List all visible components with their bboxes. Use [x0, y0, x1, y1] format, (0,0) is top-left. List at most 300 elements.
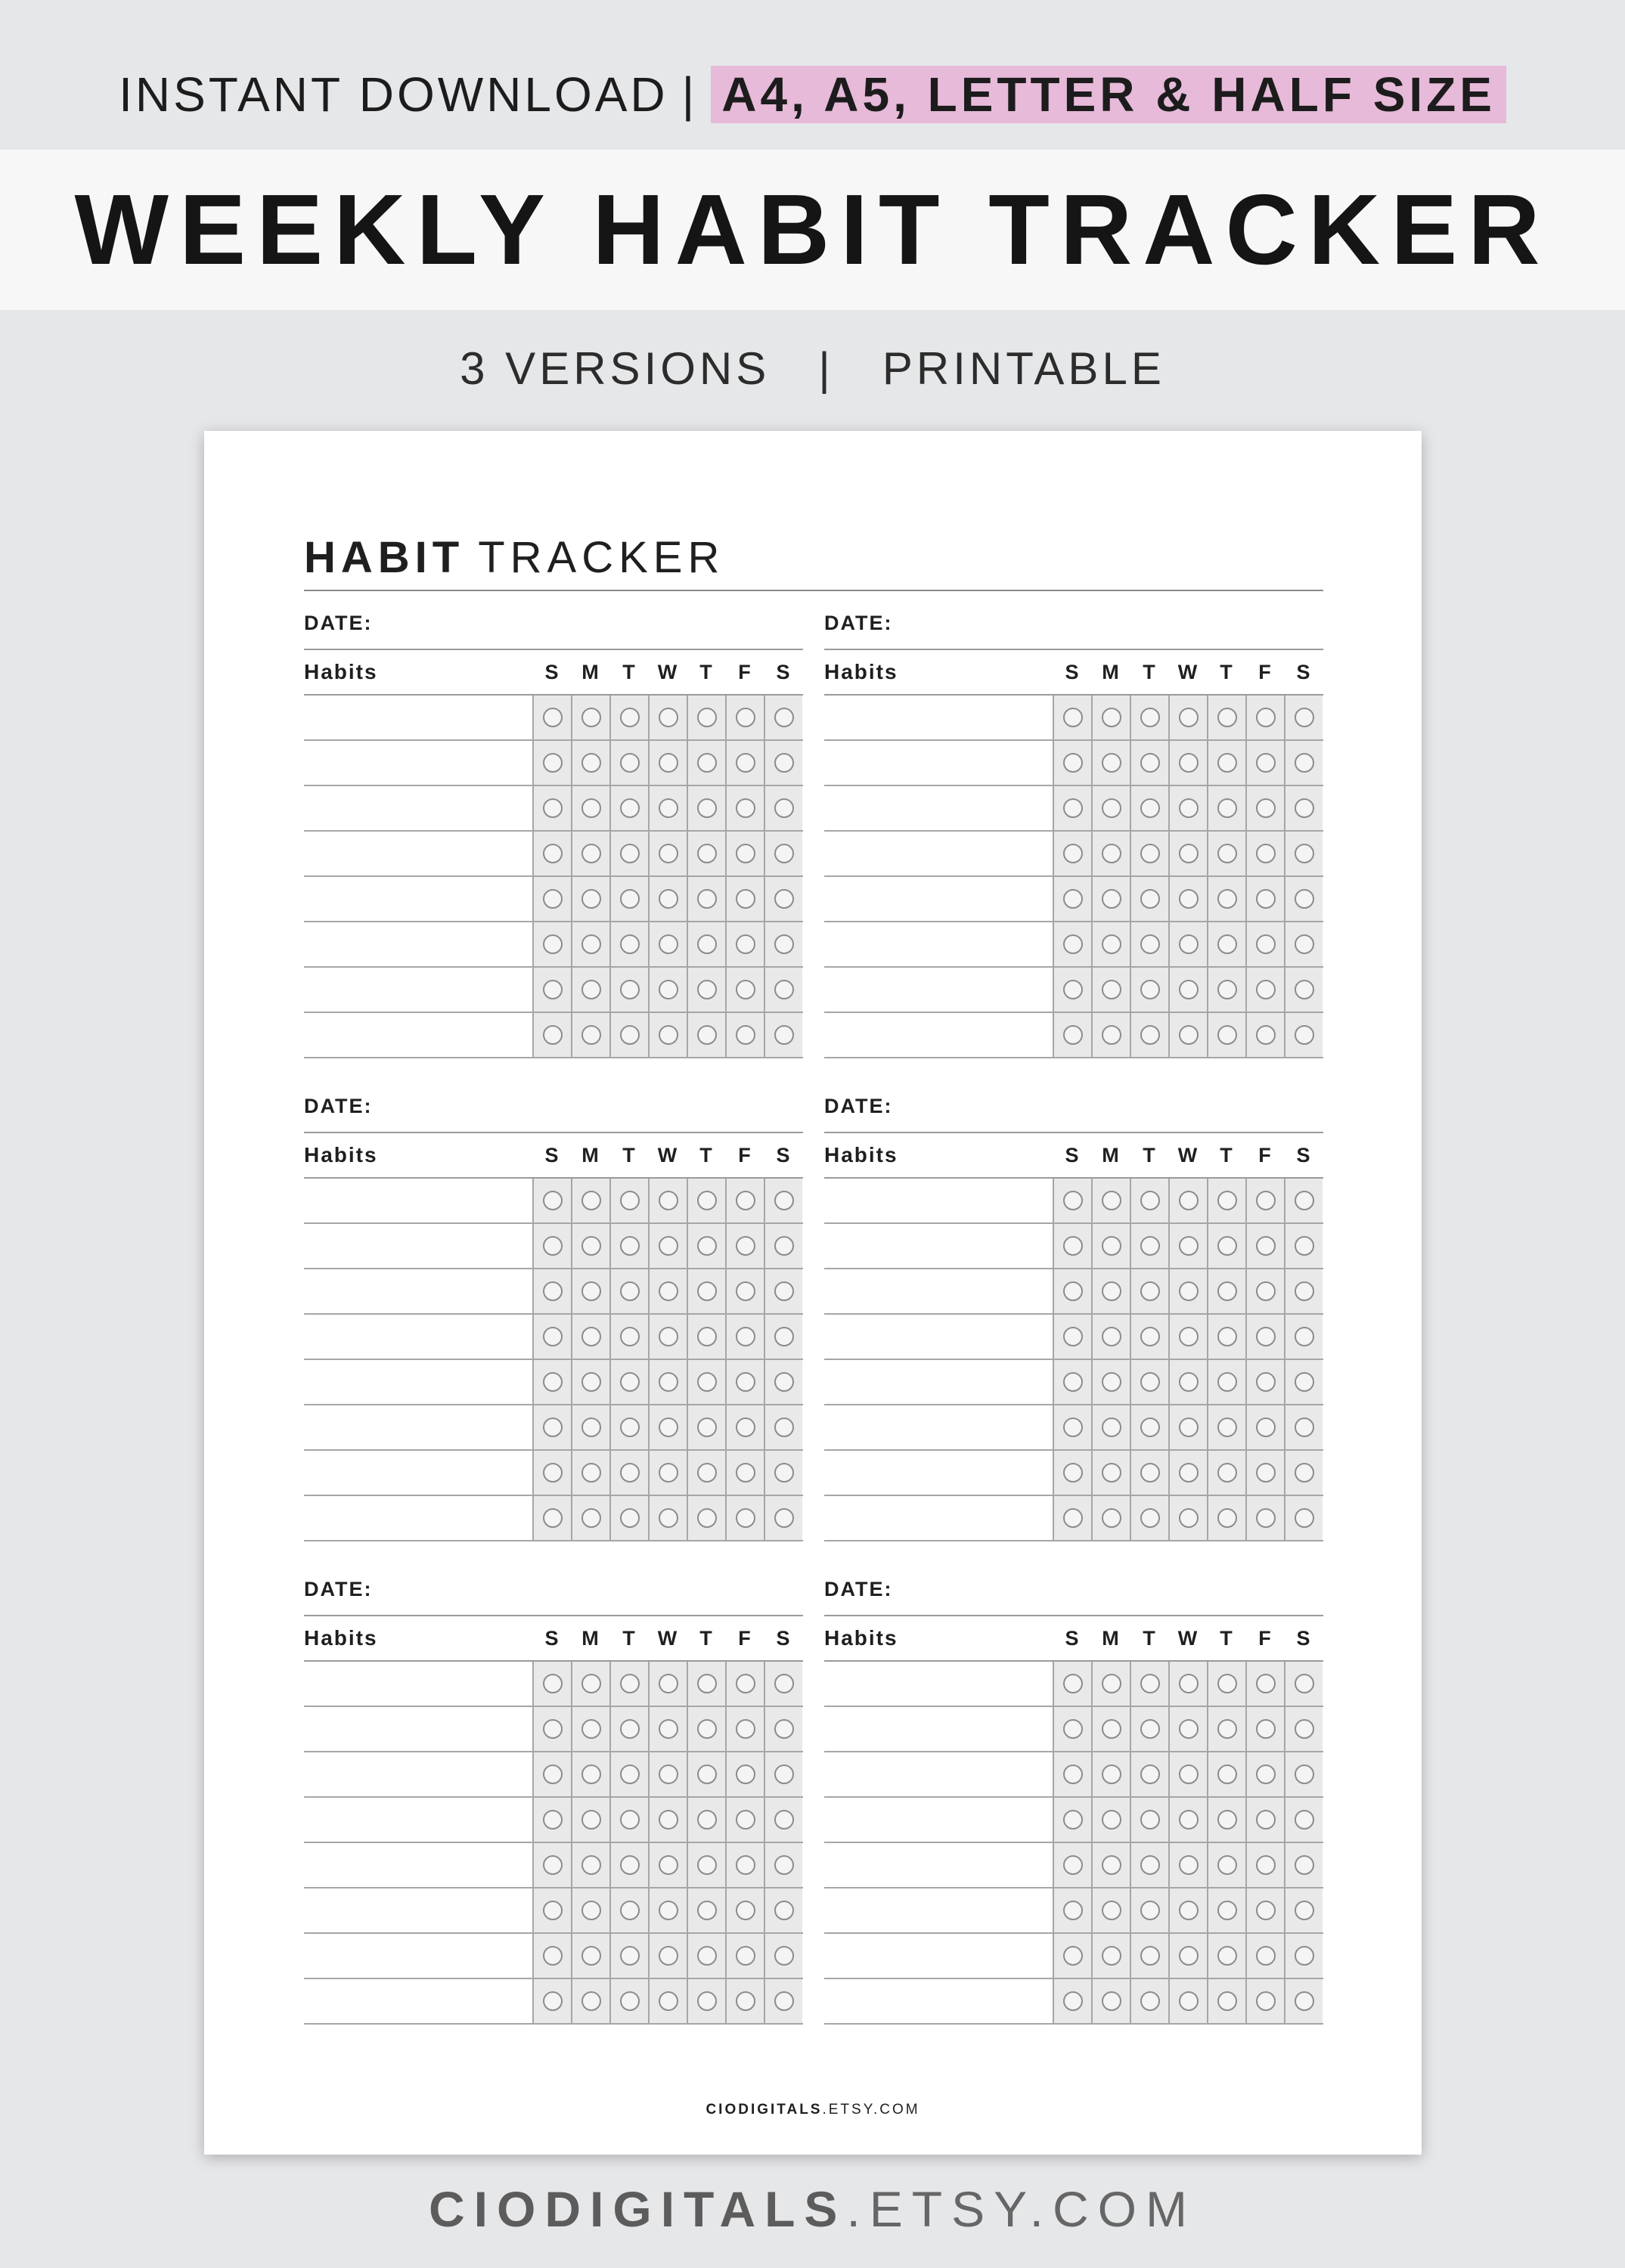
day-check-cell	[764, 832, 802, 875]
checkbox-circle-icon	[1256, 1327, 1276, 1346]
checkbox-circle-icon	[1217, 1901, 1237, 1920]
checkbox-circle-icon	[697, 1855, 717, 1875]
habit-name-cell	[304, 1360, 532, 1404]
checkbox-circle-icon	[543, 1674, 563, 1693]
habit-row	[304, 786, 803, 832]
checkbox-circle-icon	[620, 1463, 640, 1483]
day-check-cell	[1284, 1315, 1323, 1359]
day-column-header: S	[1296, 1143, 1310, 1167]
checkbox-circle-icon	[774, 1855, 794, 1875]
day-check-cell	[648, 832, 687, 875]
day-check-cell	[1284, 832, 1323, 875]
habits-column-header: Habits	[304, 1143, 378, 1167]
day-column-header: T	[1220, 1626, 1233, 1650]
checkbox-circle-icon	[1179, 1855, 1199, 1875]
checkbox-circle-icon	[1256, 1901, 1276, 1920]
checkbox-circle-icon	[1217, 1810, 1237, 1830]
day-column-header: T	[1220, 660, 1233, 683]
day-check-cell	[1168, 1360, 1207, 1404]
checkbox-circle-icon	[1102, 1946, 1121, 1966]
checkbox-circle-icon	[1256, 980, 1276, 999]
habit-row	[824, 696, 1323, 741]
checkbox-circle-icon	[1140, 1372, 1160, 1392]
day-check-cell	[532, 1405, 571, 1449]
checkbox-circle-icon	[736, 1463, 755, 1483]
printable-text: PRINTABLE	[882, 343, 1165, 394]
day-check-cell	[609, 1405, 648, 1449]
checkbox-circle-icon	[1102, 1810, 1121, 1830]
day-check-cell	[1130, 1224, 1168, 1268]
habit-row	[304, 1269, 803, 1315]
checkbox-circle-icon	[774, 1327, 794, 1346]
checkbox-circle-icon	[1102, 798, 1121, 818]
checkbox-circle-icon	[736, 980, 755, 999]
checkbox-circle-icon	[1295, 1327, 1314, 1346]
checkbox-circle-icon	[1179, 1418, 1199, 1437]
day-check-cell	[687, 1405, 725, 1449]
day-check-cell	[1053, 1360, 1091, 1404]
habit-row	[304, 741, 803, 786]
day-check-cell	[1207, 922, 1245, 966]
day-check-cell	[609, 922, 648, 966]
day-column-header: S	[776, 1626, 790, 1650]
checkbox-circle-icon	[543, 1508, 563, 1528]
checkbox-circle-icon	[1179, 1372, 1199, 1392]
day-check-cell	[1207, 1451, 1245, 1495]
checkbox-circle-icon	[1140, 934, 1160, 954]
day-check-cell	[687, 1662, 725, 1706]
checkbox-circle-icon	[736, 1674, 755, 1693]
checkbox-circle-icon	[659, 1327, 678, 1346]
subtitle-separator: |	[818, 343, 834, 394]
day-check-cell	[764, 1179, 802, 1222]
checkbox-circle-icon	[1140, 1810, 1160, 1830]
day-check-cell	[532, 1752, 571, 1796]
day-check-cell	[532, 1179, 571, 1222]
habit-name-cell	[304, 1269, 532, 1313]
day-check-cell	[1207, 968, 1245, 1012]
day-check-cell	[609, 1888, 648, 1932]
checkbox-circle-icon	[1179, 1946, 1199, 1966]
checkbox-circle-icon	[736, 934, 755, 954]
checkbox-circle-icon	[1063, 1946, 1083, 1966]
habit-row	[304, 1451, 803, 1496]
day-check-cell	[571, 1707, 609, 1751]
day-check-cell	[1245, 1405, 1284, 1449]
day-check-cell	[648, 922, 687, 966]
checkbox-circle-icon	[620, 1674, 640, 1693]
day-check-cell	[532, 1496, 571, 1540]
day-check-cell	[687, 1451, 725, 1495]
day-check-cell	[1207, 1888, 1245, 1932]
day-check-cell	[1284, 1405, 1323, 1449]
checkbox-circle-icon	[1295, 1025, 1314, 1045]
checkbox-circle-icon	[1102, 1463, 1121, 1483]
day-check-cell	[1053, 1496, 1091, 1540]
day-check-cell	[609, 1798, 648, 1842]
habit-name-cell	[824, 741, 1053, 785]
day-check-cell	[1207, 1405, 1245, 1449]
day-check-cell	[725, 1979, 764, 2023]
habit-row	[304, 1707, 803, 1752]
day-check-cell	[1207, 1360, 1245, 1404]
day-check-cell	[1053, 696, 1091, 739]
checkbox-circle-icon	[581, 1901, 601, 1920]
day-check-cell	[1284, 1843, 1323, 1887]
checkbox-circle-icon	[581, 934, 601, 954]
checkbox-circle-icon	[736, 1991, 755, 2011]
day-column-header: F	[738, 1143, 751, 1167]
checkbox-circle-icon	[1063, 1191, 1083, 1210]
day-check-cell	[1053, 1013, 1091, 1057]
checkbox-circle-icon	[697, 1025, 717, 1045]
habit-name-cell	[824, 1843, 1053, 1887]
day-check-cell	[609, 1013, 648, 1057]
checkbox-circle-icon	[736, 1236, 755, 1256]
day-column-header: T	[622, 660, 635, 683]
habit-row	[824, 741, 1323, 786]
day-check-cell	[1284, 1179, 1323, 1222]
checkbox-circle-icon	[774, 708, 794, 727]
checkbox-circle-icon	[697, 1674, 717, 1693]
day-check-cell	[532, 1843, 571, 1887]
habit-name-cell	[304, 1752, 532, 1796]
day-check-cell	[1130, 1451, 1168, 1495]
day-check-cell	[764, 1315, 802, 1359]
checkbox-circle-icon	[736, 1855, 755, 1875]
checkbox-circle-icon	[1063, 934, 1083, 954]
sheet-footer	[204, 2102, 1422, 2118]
day-check-cell	[1207, 1013, 1245, 1057]
day-check-cell	[1091, 1934, 1130, 1978]
checkbox-circle-icon	[1102, 1508, 1121, 1528]
day-check-cell	[1284, 1979, 1323, 2023]
day-check-cell	[571, 741, 609, 785]
checkbox-circle-icon	[774, 1991, 794, 2011]
day-check-cell	[1130, 1315, 1168, 1359]
checkbox-circle-icon	[1063, 1765, 1083, 1784]
checkbox-circle-icon	[1063, 753, 1083, 773]
day-check-cell	[725, 786, 764, 830]
habit-name-cell	[304, 1979, 532, 2023]
checkbox-circle-icon	[1217, 980, 1237, 999]
habit-row	[304, 696, 803, 741]
habit-row	[304, 1315, 803, 1360]
habit-name-cell	[824, 922, 1053, 966]
checkbox-circle-icon	[581, 980, 601, 999]
habit-name-cell	[304, 1496, 532, 1540]
checkbox-circle-icon	[697, 1327, 717, 1346]
date-label: DATE:	[304, 605, 803, 650]
day-check-cell	[1168, 786, 1207, 830]
checkbox-circle-icon	[1102, 1765, 1121, 1784]
day-check-cell	[764, 1405, 802, 1449]
checkbox-circle-icon	[1217, 753, 1237, 773]
day-check-cell	[1130, 1360, 1168, 1404]
day-check-cell	[1168, 1315, 1207, 1359]
day-check-cell	[1168, 1269, 1207, 1313]
checkbox-circle-icon	[1140, 1719, 1160, 1739]
checkbox-circle-icon	[1140, 753, 1160, 773]
day-check-cell	[1284, 741, 1323, 785]
habit-name-cell	[824, 1451, 1053, 1495]
day-column-header: F	[738, 660, 751, 683]
day-check-cell	[725, 696, 764, 739]
habit-row	[304, 1798, 803, 1843]
habit-name-cell	[304, 832, 532, 875]
checkbox-circle-icon	[697, 1719, 717, 1739]
checkbox-circle-icon	[1295, 1901, 1314, 1920]
day-check-cell	[1053, 1315, 1091, 1359]
habit-row	[304, 922, 803, 968]
day-check-cell	[571, 1979, 609, 2023]
checkbox-circle-icon	[543, 1946, 563, 1966]
day-check-cell	[1053, 1269, 1091, 1313]
checkbox-circle-icon	[659, 1674, 678, 1693]
checkbox-circle-icon	[774, 889, 794, 909]
checkbox-circle-icon	[543, 1281, 563, 1301]
checkbox-circle-icon	[736, 708, 755, 727]
day-check-cell	[532, 1888, 571, 1932]
checkbox-circle-icon	[543, 1463, 563, 1483]
checkbox-circle-icon	[543, 980, 563, 999]
checkbox-circle-icon	[581, 1281, 601, 1301]
checkbox-circle-icon	[620, 844, 640, 863]
checkbox-circle-icon	[620, 1719, 640, 1739]
day-check-cell	[687, 832, 725, 875]
day-check-cell	[1245, 1451, 1284, 1495]
day-check-cell	[1207, 832, 1245, 875]
checkbox-circle-icon	[1102, 1991, 1121, 2011]
checkbox-circle-icon	[543, 753, 563, 773]
day-check-cell	[1053, 1179, 1091, 1222]
day-check-cell	[725, 1934, 764, 1978]
day-check-cell	[1130, 877, 1168, 921]
day-check-cell	[571, 1752, 609, 1796]
habit-name-cell	[824, 1013, 1053, 1057]
day-check-cell	[1053, 1752, 1091, 1796]
checkbox-circle-icon	[620, 1327, 640, 1346]
checkbox-circle-icon	[1140, 798, 1160, 818]
habit-name-cell	[824, 1405, 1053, 1449]
habit-tracker-block	[304, 1088, 803, 1541]
checkbox-circle-icon	[697, 844, 717, 863]
day-check-cell	[1091, 1405, 1130, 1449]
checkbox-circle-icon	[1102, 708, 1121, 727]
day-check-cell	[687, 1979, 725, 2023]
day-column-header: S	[544, 1626, 559, 1650]
day-check-cell	[725, 1496, 764, 1540]
checkbox-circle-icon	[1140, 1418, 1160, 1437]
checkbox-circle-icon	[1102, 1674, 1121, 1693]
checkbox-circle-icon	[659, 1810, 678, 1830]
checkbox-circle-icon	[1256, 1855, 1276, 1875]
checkbox-circle-icon	[581, 1327, 601, 1346]
day-check-cell	[725, 968, 764, 1012]
day-check-cell	[1130, 1662, 1168, 1706]
day-check-cell	[609, 1752, 648, 1796]
checkbox-circle-icon	[774, 1025, 794, 1045]
sheet-footer-bold: CIODIGITALS	[706, 2102, 823, 2118]
day-check-cell	[648, 786, 687, 830]
day-check-cell	[1091, 1013, 1130, 1057]
day-check-cell	[1245, 968, 1284, 1012]
checkbox-circle-icon	[1295, 844, 1314, 863]
day-check-cell	[1130, 786, 1168, 830]
day-column-header: T	[1220, 1143, 1233, 1167]
checkbox-circle-icon	[1217, 889, 1237, 909]
checkbox-circle-icon	[1063, 1674, 1083, 1693]
checkbox-circle-icon	[659, 1281, 678, 1301]
checkbox-circle-icon	[1256, 844, 1276, 863]
day-check-cell	[687, 1315, 725, 1359]
sheet-footer-light: .ETSY.COM	[822, 2102, 920, 2118]
date-label: DATE:	[824, 1571, 1323, 1616]
sheet-title-bold: HABIT	[304, 533, 465, 582]
checkbox-circle-icon	[1102, 980, 1121, 999]
day-check-cell	[1245, 922, 1284, 966]
habit-name-cell	[824, 1934, 1053, 1978]
day-check-cell	[1130, 832, 1168, 875]
day-check-cell	[1130, 1405, 1168, 1449]
day-check-cell	[764, 877, 802, 921]
checkbox-circle-icon	[736, 1418, 755, 1437]
day-check-cell	[571, 1013, 609, 1057]
day-check-cell	[1207, 1315, 1245, 1359]
day-check-cell	[532, 741, 571, 785]
checkbox-circle-icon	[659, 1236, 678, 1256]
checkbox-circle-icon	[543, 708, 563, 727]
day-check-cell	[609, 1224, 648, 1268]
day-check-cell	[532, 877, 571, 921]
checkbox-circle-icon	[1295, 1418, 1314, 1437]
checkbox-circle-icon	[659, 889, 678, 909]
checkbox-circle-icon	[1063, 1281, 1083, 1301]
checkbox-circle-icon	[1063, 1810, 1083, 1830]
day-check-cell	[571, 1269, 609, 1313]
day-check-cell	[1053, 1451, 1091, 1495]
day-check-cell	[648, 1707, 687, 1751]
checkbox-circle-icon	[774, 1508, 794, 1528]
day-check-cell	[1168, 1013, 1207, 1057]
day-check-cell	[571, 877, 609, 921]
checkbox-circle-icon	[659, 1901, 678, 1920]
checkbox-circle-icon	[1179, 708, 1199, 727]
day-check-cell	[1130, 741, 1168, 785]
habit-row	[824, 1979, 1323, 2025]
checkbox-circle-icon	[1256, 1946, 1276, 1966]
checkbox-circle-icon	[1256, 889, 1276, 909]
checkbox-circle-icon	[581, 1025, 601, 1045]
checkbox-circle-icon	[620, 1025, 640, 1045]
checkbox-circle-icon	[581, 1946, 601, 1966]
day-check-cell	[1091, 786, 1130, 830]
day-check-cell	[609, 1269, 648, 1313]
day-check-cell	[571, 1315, 609, 1359]
day-check-cell	[609, 1934, 648, 1978]
habit-name-cell	[824, 877, 1053, 921]
checkbox-circle-icon	[774, 1719, 794, 1739]
checkbox-circle-icon	[736, 798, 755, 818]
day-check-cell	[1245, 1360, 1284, 1404]
day-check-cell	[1091, 1662, 1130, 1706]
day-column-header: T	[622, 1143, 635, 1167]
subtitle	[0, 339, 1625, 399]
day-check-cell	[1091, 968, 1130, 1012]
checkbox-circle-icon	[543, 1765, 563, 1784]
habit-row	[304, 1496, 803, 1541]
checkbox-circle-icon	[581, 1191, 601, 1210]
day-check-cell	[1053, 1934, 1091, 1978]
habit-name-cell	[824, 1224, 1053, 1268]
checkbox-circle-icon	[543, 1418, 563, 1437]
habit-row	[824, 877, 1323, 922]
checkbox-circle-icon	[1256, 1991, 1276, 2011]
day-column-header: T	[699, 1626, 712, 1650]
checkbox-circle-icon	[1063, 1327, 1083, 1346]
checkbox-circle-icon	[1295, 1765, 1314, 1784]
day-check-cell	[1168, 1662, 1207, 1706]
day-check-cell	[571, 968, 609, 1012]
day-column-header: M	[581, 1143, 599, 1167]
checkbox-circle-icon	[697, 1418, 717, 1437]
checkbox-circle-icon	[1140, 1025, 1160, 1045]
day-check-cell	[1284, 696, 1323, 739]
brand-light: .ETSY.COM	[846, 2181, 1196, 2237]
day-check-cell	[725, 741, 764, 785]
checkbox-circle-icon	[620, 980, 640, 999]
day-check-cell	[1284, 786, 1323, 830]
checkbox-circle-icon	[1102, 1372, 1121, 1392]
checkbox-circle-icon	[659, 1191, 678, 1210]
day-check-cell	[1245, 1888, 1284, 1932]
checkbox-circle-icon	[1140, 889, 1160, 909]
day-check-cell	[1168, 1224, 1207, 1268]
checkbox-circle-icon	[1179, 980, 1199, 999]
habit-tracker-block	[824, 605, 1323, 1058]
checkbox-circle-icon	[543, 1025, 563, 1045]
date-label: DATE:	[824, 1088, 1323, 1133]
day-column-header: T	[1143, 660, 1155, 683]
day-check-cell	[725, 1451, 764, 1495]
day-check-cell	[1245, 786, 1284, 830]
checkbox-circle-icon	[1217, 1327, 1237, 1346]
day-check-cell	[1091, 1979, 1130, 2023]
day-check-cell	[648, 1360, 687, 1404]
day-check-cell	[648, 1405, 687, 1449]
checkbox-circle-icon	[1217, 844, 1237, 863]
day-column-header: M	[1102, 1143, 1119, 1167]
day-check-cell	[725, 1405, 764, 1449]
day-column-header: W	[1177, 1143, 1198, 1167]
checkbox-circle-icon	[543, 1855, 563, 1875]
checkbox-circle-icon	[1063, 1508, 1083, 1528]
habit-row	[824, 1752, 1323, 1798]
habit-tracker-block	[824, 1571, 1323, 2025]
day-check-cell	[609, 1707, 648, 1751]
checkbox-circle-icon	[1179, 1765, 1199, 1784]
habit-row	[824, 1405, 1323, 1451]
day-check-cell	[1284, 1269, 1323, 1313]
checkbox-circle-icon	[581, 1765, 601, 1784]
day-check-cell	[609, 741, 648, 785]
day-check-cell	[687, 922, 725, 966]
habit-name-cell	[304, 1843, 532, 1887]
tracker-header-row	[304, 650, 803, 696]
day-check-cell	[1091, 1752, 1130, 1796]
checkbox-circle-icon	[697, 753, 717, 773]
day-column-header: T	[622, 1626, 635, 1650]
